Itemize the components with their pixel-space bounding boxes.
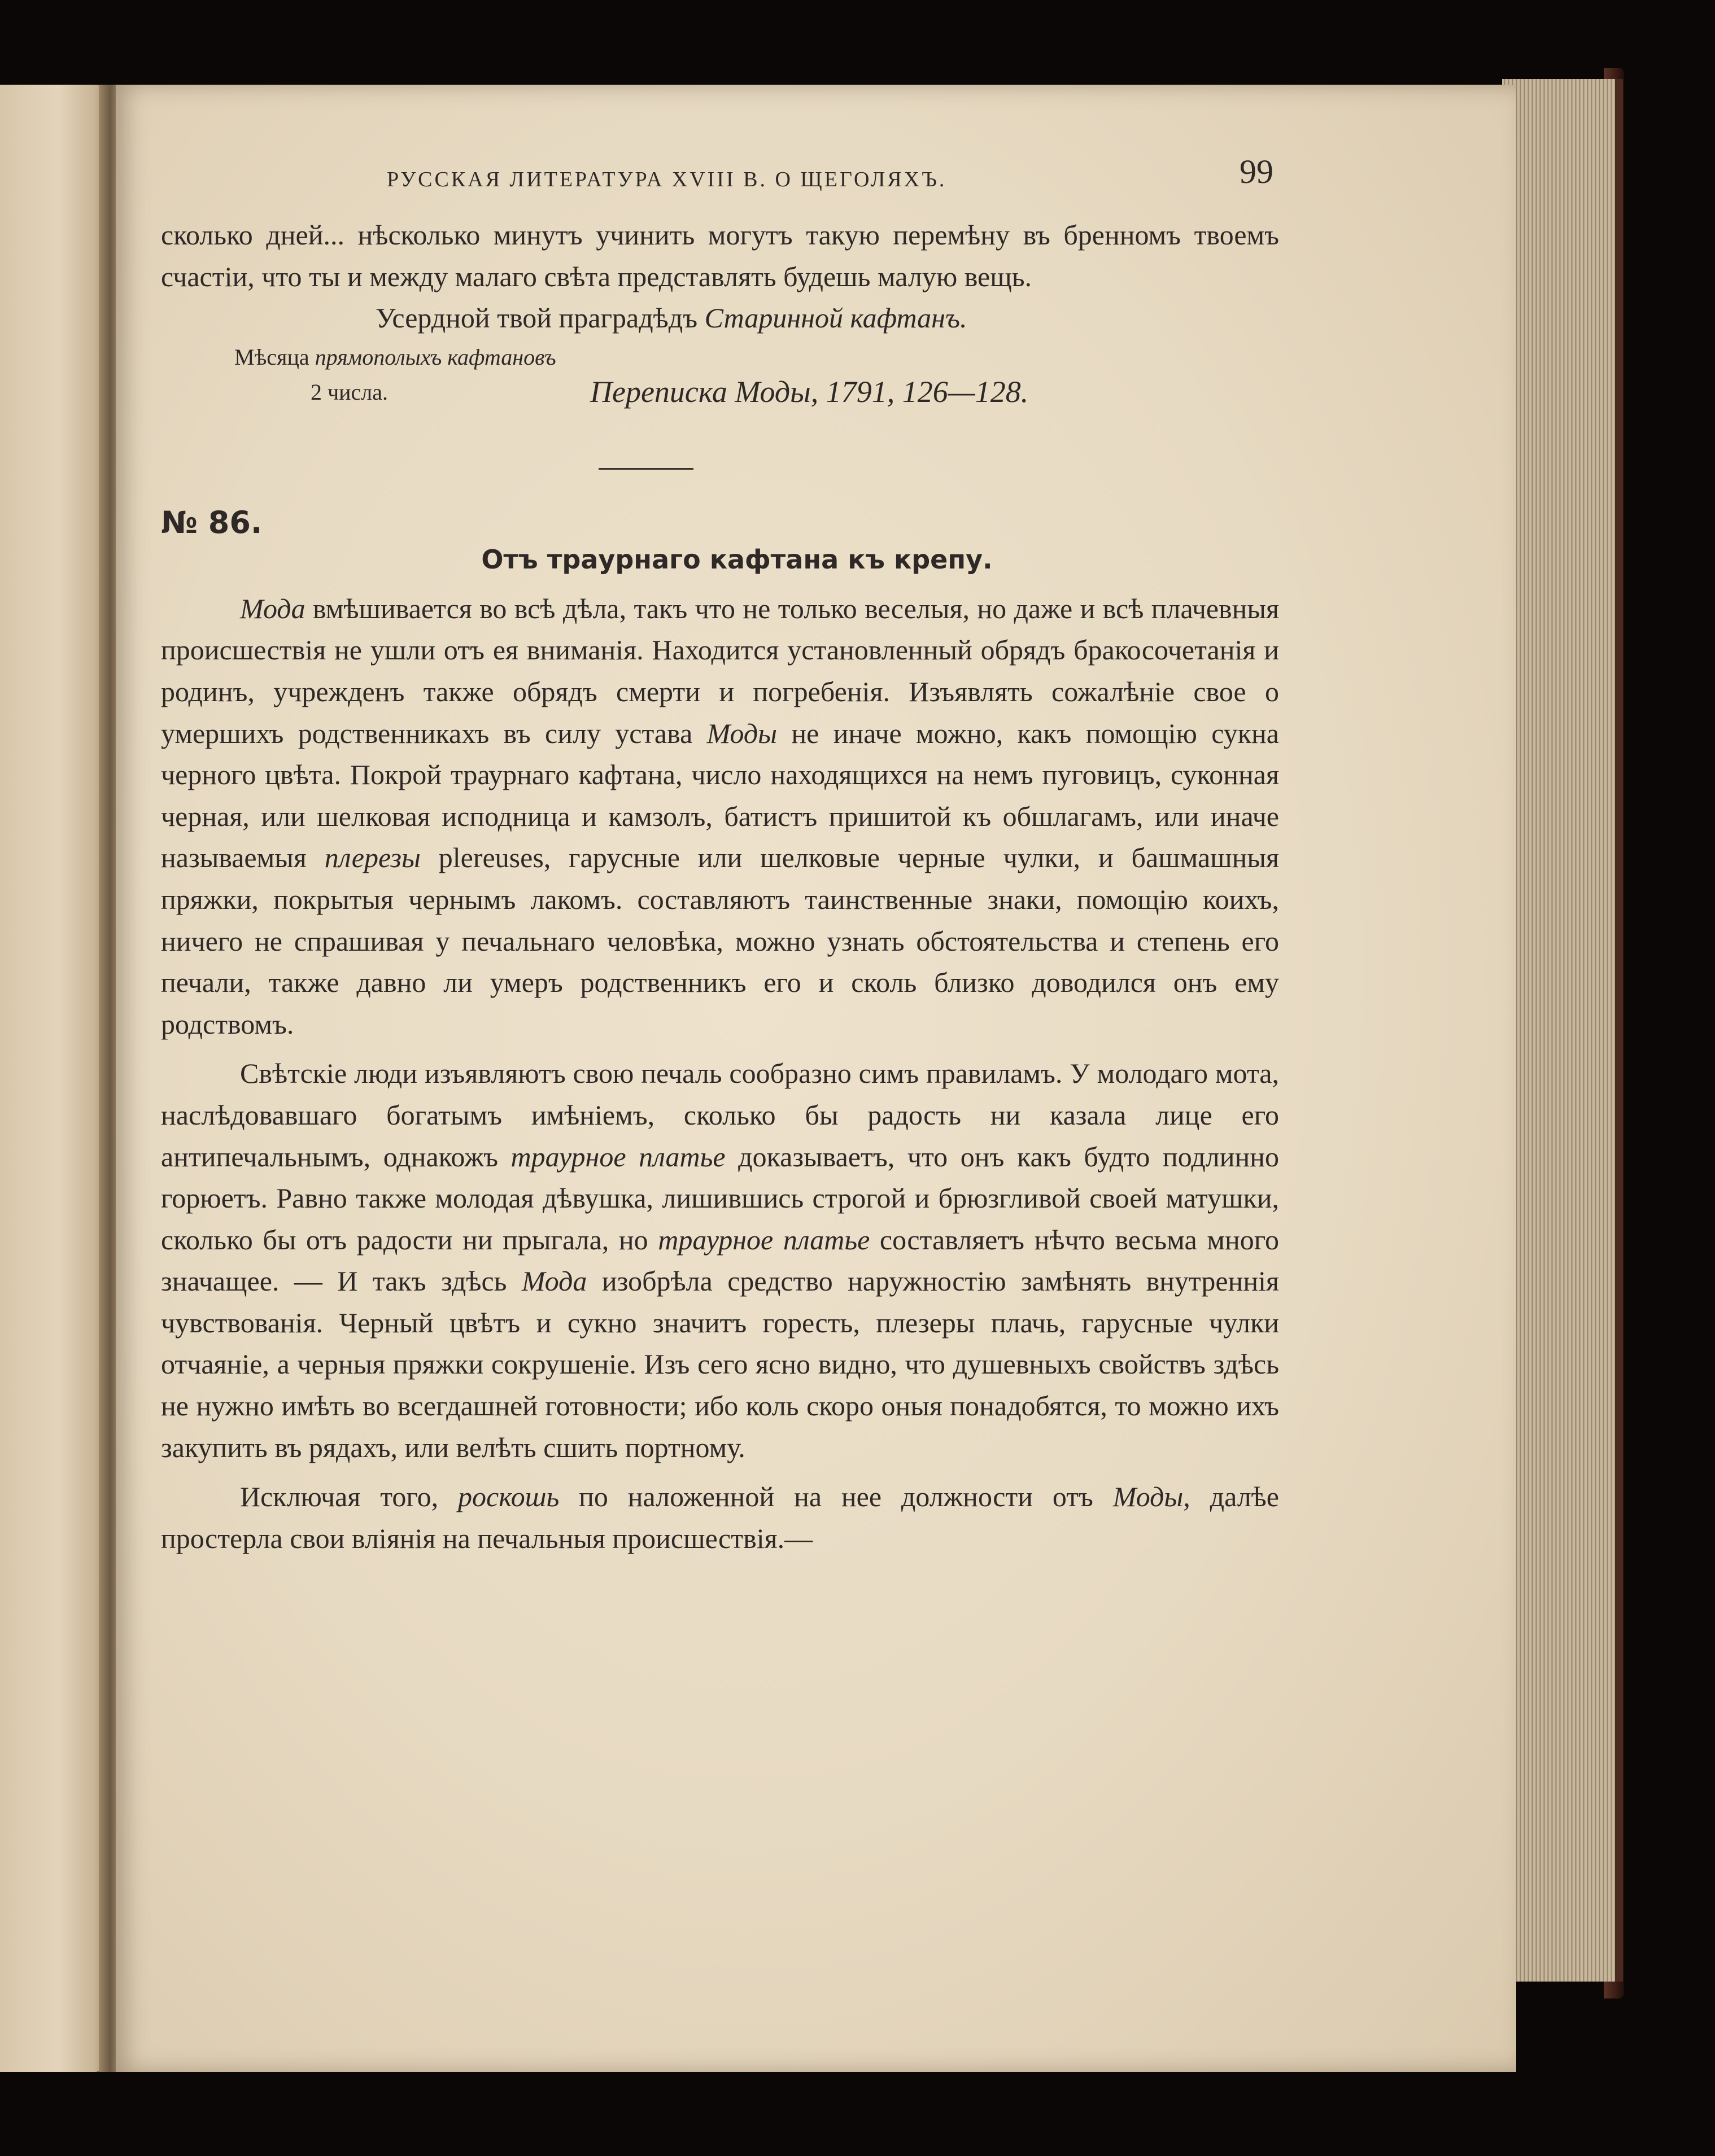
p2-span: траурное платье: [658, 1223, 870, 1256]
source-citation: Переписка Моды, 1791, 126—128.: [590, 374, 1029, 409]
running-head: [161, 152, 1279, 215]
signature-name: Старинной кафтанъ.: [704, 302, 967, 334]
p1-span: не иначе можно, какъ помощію сукна черного цвѣта. Покрой траурнаго кафтана, число находящихся на немъ пуговицъ, суконная черная, или шелковая исподница и камзолъ, батистъ пришитой къ обшлагамъ, или иначе называемыя: [161, 717, 1279, 874]
p3-span: , далѣе простерла свои вліянія на печальныя происшествія.—: [161, 1481, 1279, 1554]
p1-span: Мода: [240, 592, 306, 624]
letter-end-paragraph: сколько дней... нѣсколько минутъ учинить могутъ такую перемѣну въ бренномъ твоемъ счастіи, что ты и между малаго свѣта представлять будешь малую вещь.: [161, 219, 1279, 292]
paragraph-3: [161, 1476, 1279, 1559]
paragraph-1: [161, 588, 1279, 1046]
date-prefix: Мѣсяца: [234, 344, 309, 370]
section-title: Отъ траурнаго кафтана къ крепу.: [481, 544, 993, 575]
page-number: 99: [1240, 153, 1273, 190]
paragraph-2: [161, 1053, 1279, 1468]
p2-span: траурное платье: [510, 1140, 726, 1173]
section-body: [161, 588, 1279, 1560]
p1-span: плерезы: [324, 842, 421, 874]
p2-span: составляетъ нѣчто весьма много значащее. — И такъ здѣсь: [161, 1223, 1279, 1297]
p2-span: доказываетъ, что онъ какъ будто подлинно горюетъ. Равно также молодая дѣвушка, лишившись строгой и брюзгливой своей матушки, сколько бы отъ радости ни прыгала, но: [161, 1140, 1280, 1256]
p2-span: изобрѣла средство наружностію замѣнять внутреннія чувствованія. Черный цвѣтъ и сукно значитъ горесть, плезеры плачь, гарусные чулки отчаяніе, а черныя пряжки сокрушеніе. Изъ сего ясно видно, что душевныхъ свойствъ здѣсь не нужно имѣть во всегдашней готовности; ибо коль скоро оныя понадобятся, то можно ихъ закупить въ рядахъ, или велѣть сшить портному.: [161, 1265, 1279, 1463]
p3-span: роскошь: [458, 1481, 560, 1513]
p1-span: plereuses, гарусные или шелковые черные чулки, и башмашныя пряжки, покрытыя чернымъ лакомъ. составляютъ таинственные знаки, помощію коихъ, ничего не спрашивая у печальнаго человѣка, можно узнать обстоятельства и степень его печали, также давно ли умеръ родственникъ его и сколь близко доводился онъ ему родствомъ.: [161, 842, 1279, 1040]
p1-span: Моды: [706, 717, 778, 749]
signature-line: [161, 298, 1279, 339]
left-page-edge: [0, 85, 107, 2072]
p2-span: Мода: [521, 1265, 587, 1297]
p2-span: Свѣтскіе люди изъявляютъ свою печаль сообразно симъ правиламъ. У молодаго мота, наслѣдовавшаго богатымъ имѣніемъ, сколько бы радость ни казала лице его антипечальнымъ, однакожъ: [161, 1057, 1279, 1173]
page-stack-edge: [1502, 79, 1623, 1982]
letter-end: [161, 215, 1279, 298]
p3-span: по наложенной на нее должности отъ: [559, 1481, 1113, 1513]
section-divider: [599, 468, 693, 470]
p1-span: вмѣшивается во всѣ дѣла, такъ что не только веселыя, но даже и всѣ плачевныя происшествія не ушли отъ ея вниманія. Находится установленный обрядъ бракосочетанія и родинъ, учрежденъ также обрядъ смерти и погребенія. Изъявлять сожалѣніе свое о умершихъ родственникахъ въ силу устава: [161, 592, 1279, 749]
p3-span: Исключая того,: [240, 1481, 459, 1513]
signature-prefix: Усердной твой праградѣдъ: [376, 302, 698, 334]
p3-span: Моды: [1112, 1481, 1184, 1513]
date-and-source: [161, 339, 1279, 424]
date-italic: прямополыхъ кафтановъ: [315, 344, 556, 370]
page-text: [161, 152, 1279, 1559]
date-line-1: [234, 344, 556, 370]
section-number: № 86.: [161, 504, 263, 540]
running-title: РУССКАЯ ЛИТЕРАТУРА XVIII В. О ЩЕГОЛЯХЪ.: [387, 168, 947, 191]
date-line-2: 2 числа.: [311, 379, 388, 405]
